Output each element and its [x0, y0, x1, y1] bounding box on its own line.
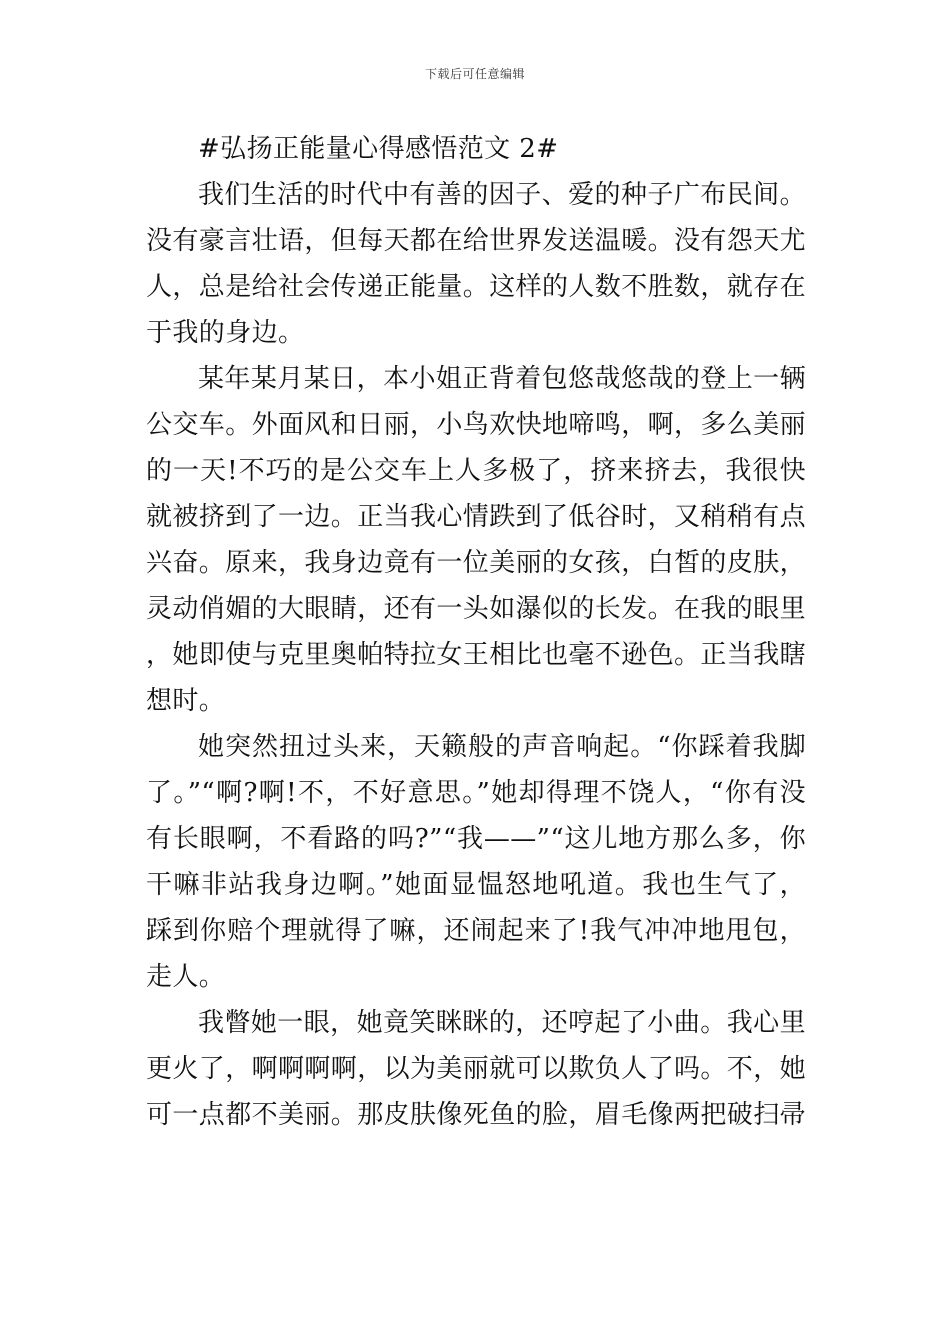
paragraph: 某年某月某日，本小姐正背着包悠哉悠哉的登上一辆公交车。外面风和日丽，小鸟欢快地啼鸣，啊，多么美丽的一天!不巧的是公交车上人多极了，挤来挤去，我很快就被挤到了一边。正当我心情跌到了低谷时，又稍稍有点兴奋。原来，我身边竟有一位美丽的女孩，白皙的皮肤，灵动俏媚的大眼睛，还有一头如瀑似的长发。在我的眼里，她即使与克里奥帕特拉女王相比也毫不逊色。正当我瞎想时。 — [146, 364, 807, 716]
paragraph: 我瞥她一眼，她竟笑眯眯的，还哼起了小曲。我心里更火了，啊啊啊啊，以为美丽就可以欺负人了吗。不，她可一点都不美丽。那皮肤像死鱼的脸，眉毛像两把破扫帚 — [146, 1008, 807, 1130]
paragraph: 我们生活的时代中有善的因子、爱的种子广布民间。没有豪言壮语，但每天都在给世界发送温暖。没有怨天尤人，总是给社会传递正能量。这样的人数不胜数，就存在于我的身边。 — [146, 180, 807, 348]
document-body — [146, 126, 806, 1138]
paragraph: 她突然扭过头来，天籁般的声音响起。“你踩着我脚了。”“啊?啊!不，不好意思。”她却得理不饶人，“你有没有长眼啊，不看路的吗?”“我——”“这儿地方那么多，你干嘛非站我身边啊。”她面显愠怒地吼道。我也生气了，踩到你赔个理就得了嘛，还闹起来了!我气冲冲地甩包，走人。 — [146, 732, 806, 992]
document-title: #弘扬正能量心得感悟范文 2# — [198, 134, 559, 164]
page-header: 下载后可任意编辑 — [424, 67, 525, 81]
